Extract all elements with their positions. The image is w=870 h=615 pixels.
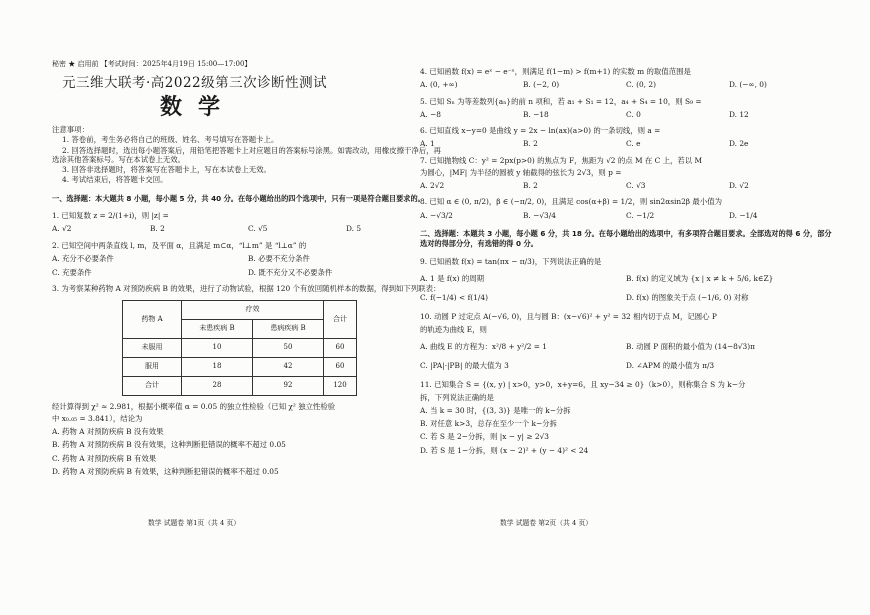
question-11-options (420, 406, 832, 455)
question-1: 1. 已知复数 z = 2/(1+i)，则 |z| = (52, 211, 169, 221)
option: D. ∠APM 的最小值为 π/3 (626, 361, 715, 371)
table-header-effect: 疗效 (182, 300, 324, 319)
table-cell: 服用 (123, 357, 182, 376)
question-7: 7. 已知抛物线 C：y² = 2px(p>0) 的焦点为 F，焦距为 √2 的点 M 在 C 上，若以 M (420, 155, 703, 165)
table-cell: 120 (324, 376, 357, 395)
table-cell: 60 (324, 357, 357, 376)
question-7-options (420, 181, 832, 190)
option: D. 药物 A 对预防疾病 B 有效果，这种判断犯错误的概率不超过 0.05 (52, 466, 279, 476)
section-2-heading: 二、选择题：本题共 3 小题，每小题 6 分，共 18 分。在每小题给出的选项中，有多项符合题目要求。全部选对的得 6 分，部分选对的得部分分，有选错的得 0 分。 (420, 228, 832, 249)
option: C. e (626, 139, 641, 149)
option: B. −18 (523, 109, 549, 119)
question-2-options (52, 254, 444, 278)
option: D. f(x) 的图象关于点 (−1/6, 0) 对称 (626, 293, 749, 303)
option: C. 充要条件 (52, 268, 92, 278)
option: D. (−∞, 0) (729, 80, 767, 90)
table-row (123, 357, 357, 376)
note-item: 2. 回答选择题时，选出每小题答案后，用铅笔把答题卡上对应题目的答案标号涂黑。如需改动，用橡皮擦干净后，再选涂其他答案标号。写在本试卷上无效。 (52, 145, 441, 164)
contingency-table (122, 300, 357, 396)
option: C. (0, 2) (626, 80, 656, 90)
question-11: 11. 已知集合 S = {(x, y) | x>0，y>0，x+y=6，且 xy−34 ≥ 0}（k>0），则称集合 S 为 k−分 (420, 380, 746, 390)
notes-title: 注意事项： (52, 125, 89, 135)
table-cell: 42 (253, 357, 324, 376)
question-6: 6. 已知直线 x−y=0 是曲线 y = 2x − ln(ax)(a>0) 的一条切线，则 a = (420, 126, 661, 135)
option: B. 药物 A 对预防疾病 B 没有效果，这种判断犯错误的概率不超过 0.05 (52, 440, 286, 450)
note-item: 1. 答卷前，考生务必将自己的班级、姓名、考号填写在答题卡上。 (62, 135, 279, 145)
option: B. f(x) 的定义域为 {x | x ≠ k + 5/6, k∈Z} (626, 273, 774, 283)
question-4: 4. 已知函数 f(x) = eˣ − e⁻ˣ，则满足 f(1−m) > f(m+1) 的实数 m 的取值范围是 (420, 67, 691, 76)
question-2: 2. 已知空间中两条直线 l, m，及平面 α，且满足 m⊂α，“l⊥m” 是 “l⊥α” 的 (52, 240, 307, 250)
option: B. 2 (523, 139, 538, 149)
question-9: 9. 已知函数 f(x) = tan(πx − π/3)，下列说法正确的是 (420, 256, 602, 266)
table-header-not-sick: 未患疾病 B (182, 319, 253, 338)
option: A. 1 (420, 139, 435, 149)
option: A. 药物 A 对预防疾病 B 没有效果 (52, 427, 164, 437)
option: A. √2 (52, 224, 72, 234)
table-cell: 60 (324, 338, 357, 357)
question-3-continued: 中 x₀.₀₅ = 3.841），结论为 (52, 413, 143, 423)
table-cell: 未服用 (123, 338, 182, 357)
option: A. 充分不必要条件 (52, 253, 114, 263)
option: C. 药物 A 对预防疾病 B 有效果 (52, 453, 157, 463)
left-column (52, 60, 444, 476)
question-3-continued: 经计算得到 χ² ≈ 2.981，根据小概率值 α = 0.05 的独立性检验（已知 χ² 独立性检验 (52, 401, 336, 411)
table-cell: 28 (182, 376, 253, 395)
question-9-options (420, 274, 832, 303)
option: C. |PA|·|PB| 的最大值为 3 (420, 361, 509, 371)
option: B. 2 (150, 224, 165, 234)
option: C. √5 (248, 224, 268, 234)
confidential-header: 秘密 ★ 启用前 【考试时间：2025年4月19日 15:00—17:00】 (52, 60, 252, 68)
question-8-options (420, 211, 832, 220)
question-1-options (52, 224, 444, 233)
option: C. 若 S 是 2−分拆，则 |x − y| ≥ 2√3 (420, 432, 550, 442)
table-cell: 92 (253, 376, 324, 395)
exam-title: 元三维大联考·高2022级第三次诊断性测试 (62, 74, 328, 91)
table-row (123, 338, 357, 357)
option: C. f(−1/4) < f(1/4) (420, 293, 488, 303)
option: A. 当 k = 30 时，{(3, 3)} 是唯一的 k−分拆 (420, 405, 571, 415)
option: D. 既不充分又不必要条件 (248, 268, 333, 278)
question-5-options (420, 110, 832, 119)
page-footer-right: 数学 试题卷 第2页（共 4 页） (500, 519, 593, 527)
table-cell: 18 (182, 357, 253, 376)
table-header-drug: 药物 A (123, 300, 182, 338)
question-6-options (420, 139, 832, 148)
question-4-options (420, 80, 832, 89)
option: A. 曲线 E 的方程为：x²/8 + y²/2 = 1 (420, 341, 548, 351)
option: A. 2√2 (420, 181, 445, 190)
question-5: 5. 已知 Sₙ 为等差数列{aₙ}的前 n 项和，若 a₁ + S₁ = 12，a₄ + S₄ = 10，则 S₉ = (420, 96, 702, 106)
option: B. 对任意 k>3，总存在至少一个 k−分拆 (420, 419, 557, 429)
subject-title: 数学 (160, 94, 237, 120)
question-3: 3. 为考察某种药物 A 对预防疾病 B 的效果，进行了动物试验，根据 120 个有放回随机样本的数据，得到如下列联表： (52, 284, 441, 294)
option: D. 5 (346, 224, 362, 234)
option: C. −1/2 (626, 210, 655, 220)
table-header-total: 合计 (324, 300, 357, 338)
note-item: 3. 回答非选择题时，将答案写在答题卡上，写在本试卷上无效。 (62, 165, 271, 175)
table-header-sick: 患病疾病 B (253, 319, 324, 338)
table-cell: 10 (182, 338, 253, 357)
option: B. 动圆 P 面积的最小值为 (14−8√3)π (626, 341, 756, 351)
option: C. 0 (626, 109, 641, 119)
option: B. 必要不充分条件 (248, 253, 310, 263)
question-10: 10. 动圆 P 过定点 A(−√6, 0)，且与圆 B：(x−√6)² + y² = 32 相内切于点 M，记圆心 P (420, 312, 717, 322)
question-8: 8. 已知 α ∈ (0, π/2)，β ∈ (−π/2, 0)，且满足 cos(α+β) = 1/2，则 sin2αsin2β 最小值为 (420, 197, 722, 207)
question-11-continued: 拆，下列说法正确的是 (420, 392, 494, 402)
option: A. (0, +∞) (420, 80, 458, 90)
option: B. −√3/4 (523, 210, 556, 220)
table-cell: 合计 (123, 376, 182, 395)
option: A. −√3/2 (420, 210, 453, 220)
page-footer-left: 数学 试题卷 第1页（共 4 页） (148, 519, 241, 527)
table-cell: 50 (253, 338, 324, 357)
option: A. −8 (420, 109, 441, 119)
note-item: 4. 考试结束后，将答题卡交回。 (62, 175, 168, 185)
option: D. √2 (729, 181, 749, 190)
option: C. √3 (626, 181, 646, 190)
option: D. 2e (729, 139, 749, 149)
question-10-options (420, 342, 832, 371)
option: A. 1 是 f(x) 的周期 (420, 273, 485, 283)
table-row (123, 376, 357, 395)
right-column (420, 60, 832, 455)
question-7-continued: 为圆心，|MF| 为半径的圆被 y 轴截得的弦长为 2√3，则 p = (420, 167, 622, 177)
question-3-options (52, 427, 444, 476)
option: B. 2 (523, 181, 538, 190)
option: D. −1/4 (729, 210, 758, 220)
option: D. 12 (729, 109, 749, 119)
option: D. 若 S 是 1−分拆，则 (x − 2)² + (y − 4)² < 24 (420, 445, 589, 455)
section-1-heading: 一、选择题：本大题共 8 小题，每小题 5 分，共 40 分。在每小题给出的四个选项中，只有一项是符合题目要求的。 (52, 193, 425, 203)
question-10-continued: 的轨迹为曲线 E，则 (420, 324, 487, 334)
option: B. (−2, 0) (523, 80, 560, 90)
